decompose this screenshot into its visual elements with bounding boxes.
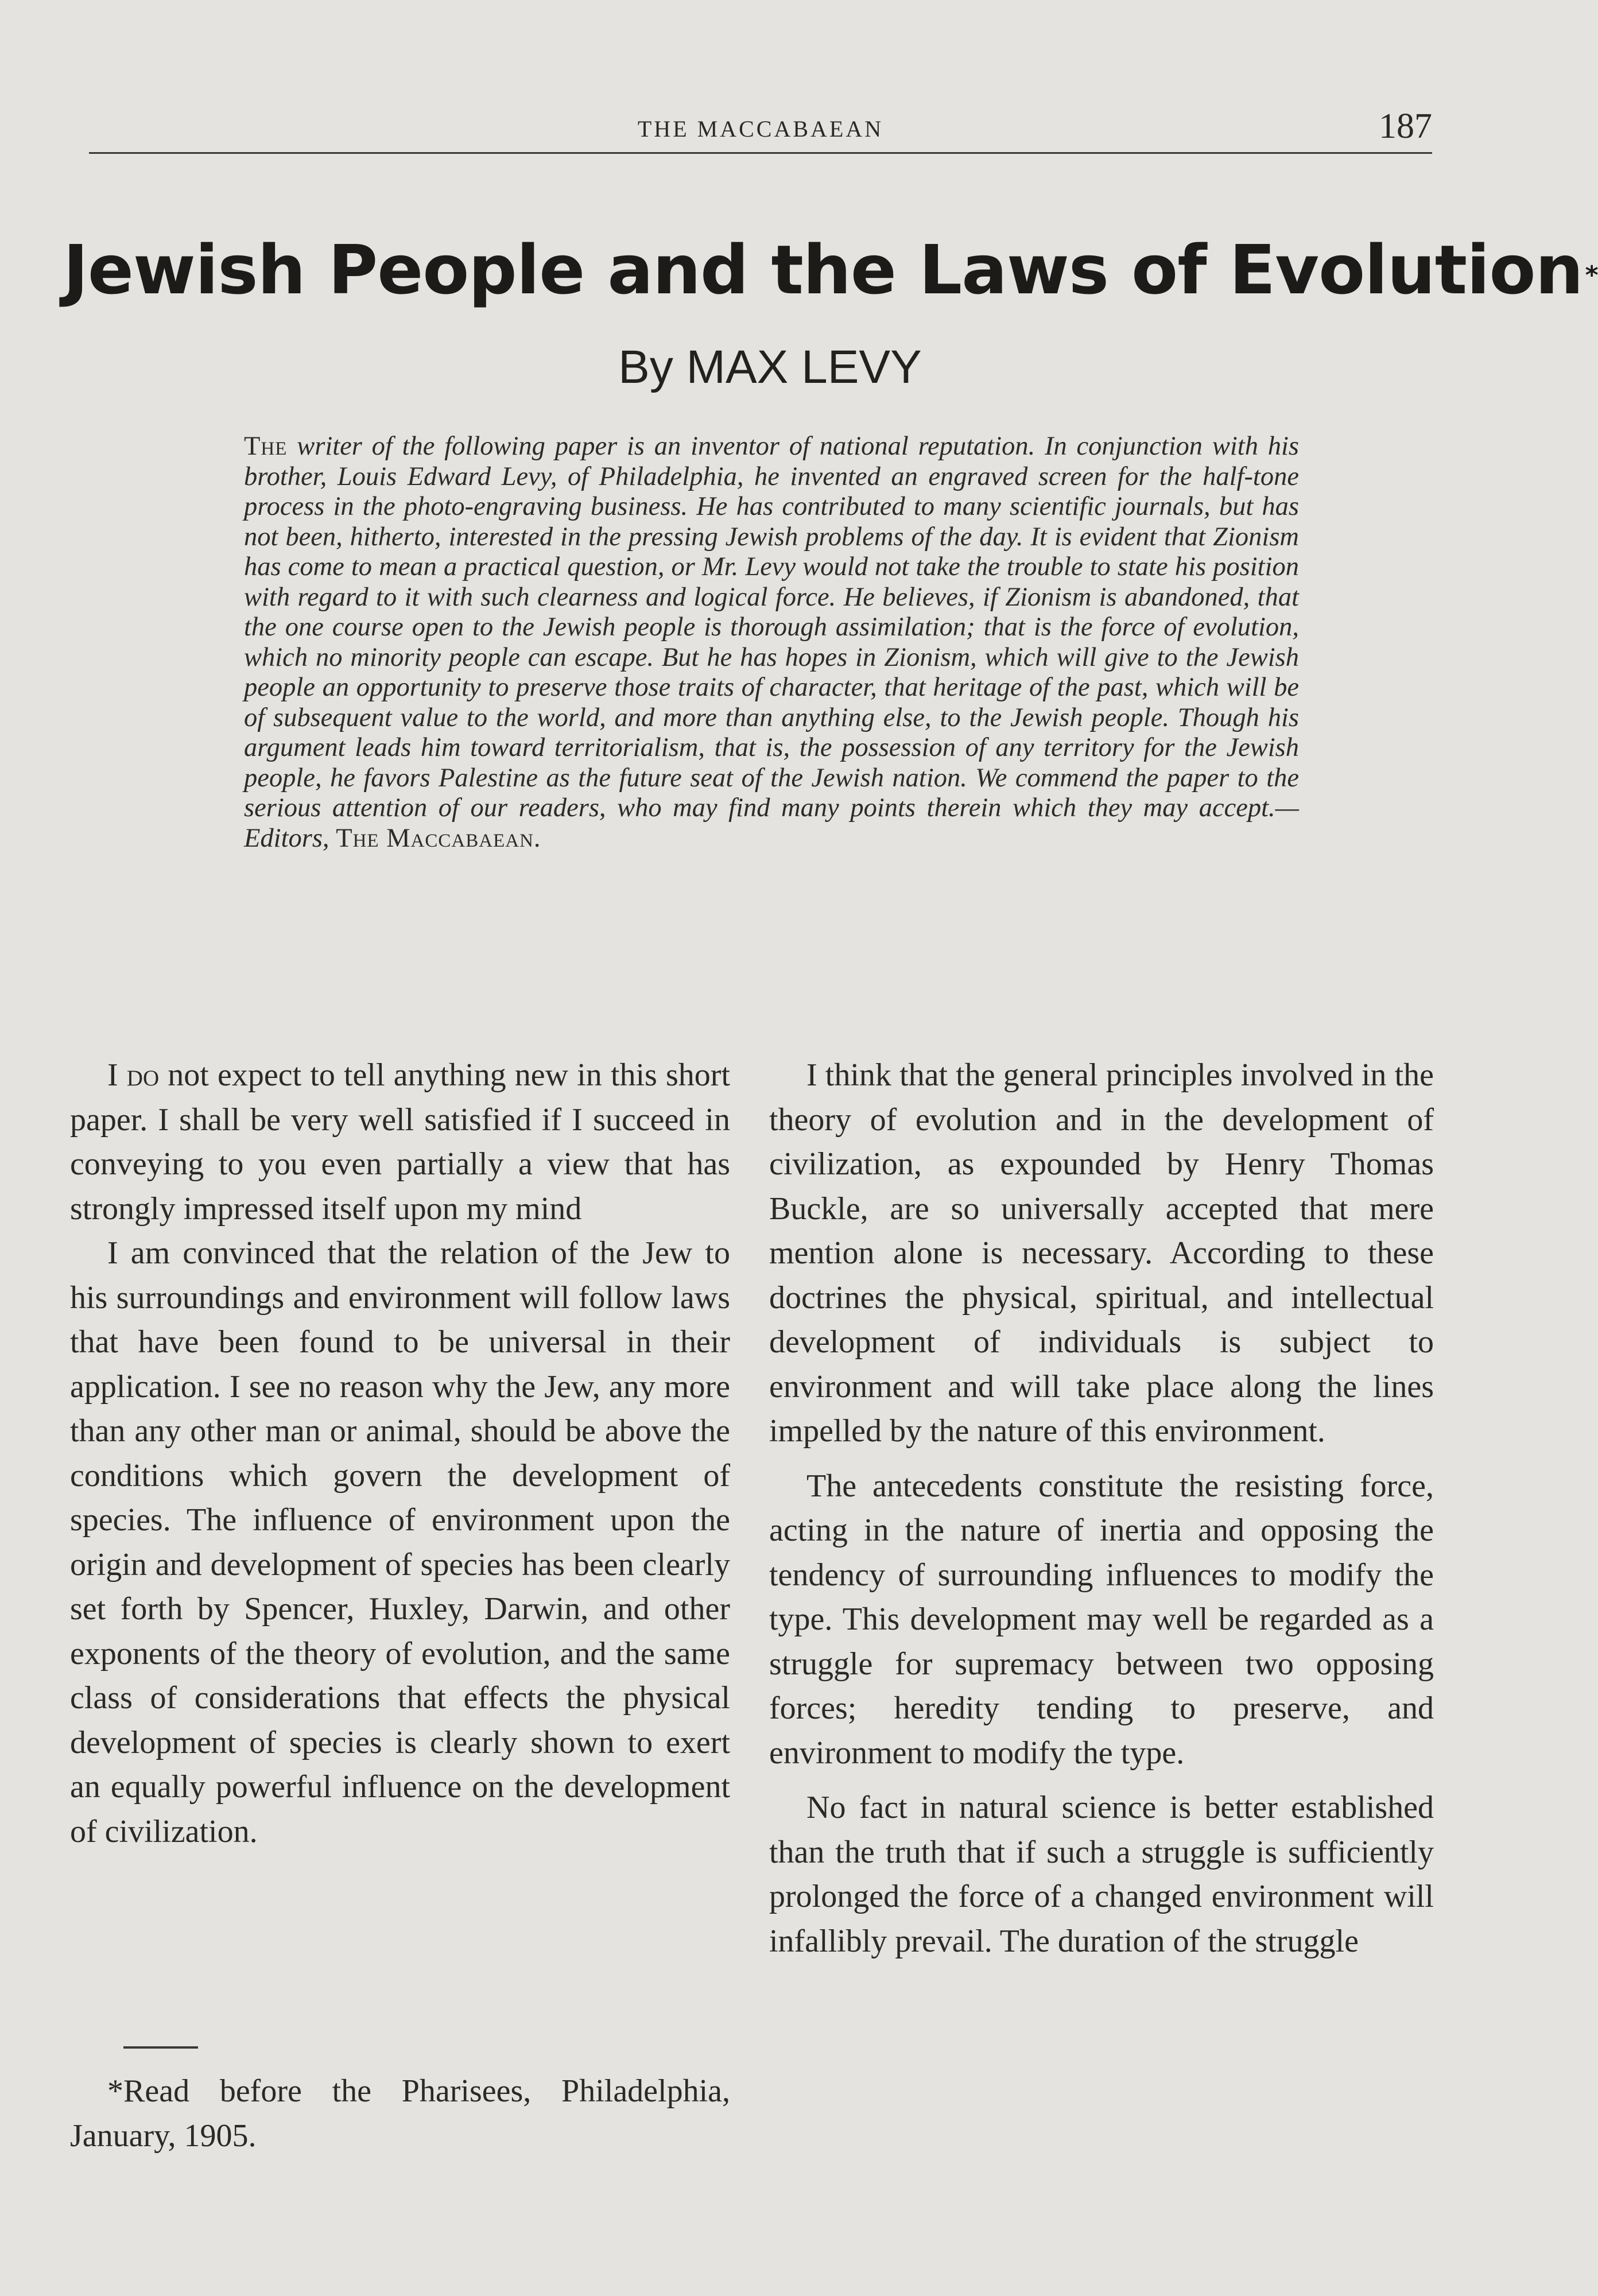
paragraph: I think that the general principles involved in the theory of evolution and in the development of civilization, as expounded by Henry Thomas Buckle, are so universally accepted that mere mention alone is necessary. According to these doctrines the physical, spiritual, and intellectual development of individuals is subject to environment and will take place along the lines impelled by the nature of this environment. [769,1057,1434,1449]
paragraph-text: not expect to tell anything new in this short paper. I shall be very well satisfied if I succeed in conveying to you even partially a view that has strongly impressed itself upon my mind [70,1057,731,1227]
article-title-text: Jewish People and the Laws of Evolution [63,230,1583,309]
paragraph: I am convinced that the relation of the Jew to his surroundings and environment will follow laws that have been found to be universal in their application. I see no reason why the Jew, any more than any other man or animal, should be above the conditions which govern the development of species. The influence of environment upon the origin and development of species has been clearly set forth by Spencer, Huxley, Darwin, and other exponents of the theory of evolution, and the same class of considerations that effects the physical development of species is clearly shown to exert an equally powerful influence on the development of civilization. [70,1235,730,1849]
byline [0,336,1540,399]
right-column [769,1053,1434,1964]
page-number: 187 [1379,107,1432,146]
intro-body: writer of the following paper is an inventor of national reputation. In conjunction with his brother, Louis Edward Levy, of Philadelphia, he invented an engraved screen for the half-tone process in the photo-engraving business. He has contributed to many scientific journals, but has not been, hitherto, interested in the pressing Jewish problems of the day. It is evident that Zionism has come to mean a practical question, or Mr. Levy would not take the trouble to state his position with regard to it with such clearness and logical force. He believes, if Zionism is abandoned, that the one course open to the Jewish people is thorough assimilation; that is the force of evolution, which no minority people can escape. But he has hopes in Zionism, which will give to the Jewish people an opportunity to preserve those traits of character, that heritage of the past, which will be of subsequent value to the world, and more than anything else, to the Jewish people. Though his argument leads him toward territorialism, that is, the possession of any territory for the Jewish people, he favors Palestine as the future seat of the Jewish nation. We commend the paper to the serious attention of our readers, who may find many points therein which they may accept.—Editors, [244,432,1300,853]
paragraph [70,1053,730,1231]
article-title [63,227,1598,313]
author-name: MAX LEVY [686,341,922,393]
paragraph-lead: I do [107,1057,160,1093]
footnote-marker: * [1585,261,1598,290]
footnote: *Read before the Pharisees, Philadelphia, January, 1905. [70,2073,730,2154]
intro-lead-word: The [244,432,288,461]
footnote-rule [123,2046,198,2049]
left-column [70,1053,730,1854]
running-title: THE MACCABAEAN [637,116,884,142]
intro-signature: The Maccabaean. [336,823,541,853]
paragraph: No fact in natural science is better established than the truth that if such a struggle is sufficiently prolonged the force of a changed environment will infallibly prevail. The duration of the struggle [769,1790,1434,1959]
page-header [89,107,1432,154]
paragraph: The antecedents constitute the resisting force, acting in the nature of inertia and opposing the tendency of surrounding influences to modify the type. This development may well be regarded as a struggle for supremacy between two opposing forces; heredity tending to preserve, and environment to modify the type. [769,1468,1434,1771]
editor-introduction [244,432,1299,854]
byline-prefix: By [618,341,673,393]
